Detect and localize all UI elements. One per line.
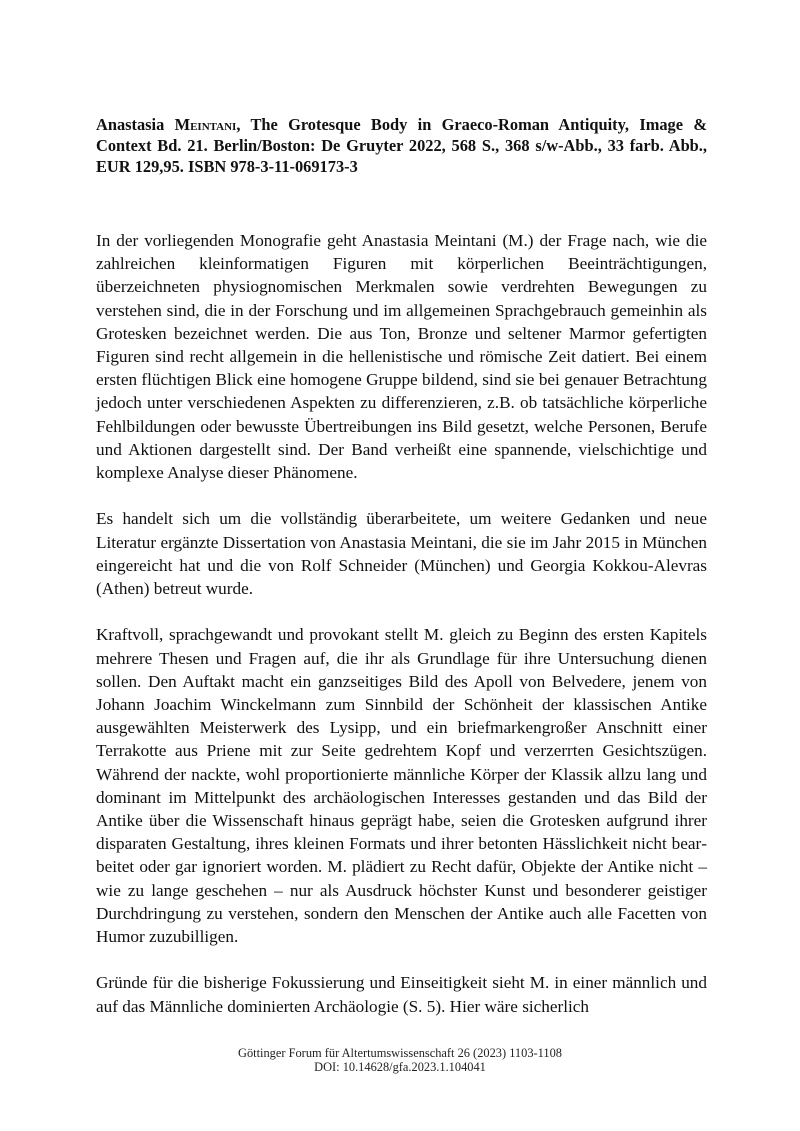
review-page: [96, 114, 707, 1041]
paragraph: In der vorliegenden Monografie geht Anastasia Meintani (M.) der Frage nach, wie die zahlreichen kleinformatigen Figuren mit körperlichen Beeinträchtigungen, überzeichneten physiognomischen Merkmalen sowie verdrehten Bewegungen zu verstehen sind, die in der Forschung und im allgemeinen Sprachgebrauch gemeinhin als Grotesken bezeichnet werden. Die aus Ton, Bronze und seltener Marmor gefertigten Figuren sind recht allgemein in die hellenistische und römische Zeit datiert. Bei einem ersten flüchtigen Blick eine homogene Gruppe bildend, sind sie bei genauer Betrachtung jedoch unter verschiedenen Aspekten zu differenzieren, z.B. ob tatsächliche körperliche Fehlbildungen oder bewusste Übertreibungen ins Bild gesetzt, welche Personen, Berufe und Aktionen dargestellt sind. Der Band verheißt eine spannende, vielschichtige und komplexe Analyse dieser Phänomene.: [96, 231, 707, 483]
paragraph: Gründe für die bisherige Fokussierung und Einseitigkeit sieht M. in einer männlich und auf das Männliche dominierten Archäologie (S. 5). Hier wäre sicherlich: [96, 973, 707, 1016]
review-body: [96, 229, 707, 1018]
review-heading: [96, 114, 707, 177]
footer-journal: Göttinger Forum für Altertumswissenschaft 26 (2023) 1103-1108: [238, 1046, 562, 1060]
author-last-name: Meintani: [174, 115, 237, 134]
book-citation: , The Grotesque Body in Graeco-Roman Antiquity, Image & Context Bd. 21. Berlin/Boston: De Gruyter 2022, 568 S., 368 s/w-Abb., 33 farb. Abb., EUR 129,95. ISBN 978-3-11-069173-3: [96, 115, 707, 176]
paragraph: Es handelt sich um die vollständig überarbeitete, um weitere Gedanken und neue Literatur ergänzte Dissertation von Anastasia Meintani, die sie im Jahr 2015 in München eingereicht hat und die von Rolf Schneider (München) und Georgia Kokkou-Alevras (Athen) betreut wurde.: [96, 509, 707, 599]
author-first-name: Anastasia: [96, 115, 175, 134]
page-footer: [0, 1046, 800, 1074]
paragraph: Kraftvoll, sprachgewandt und provokant stellt M. gleich zu Beginn des ersten Kapitels mehrere Thesen und Fragen auf, die ihr als Grundlage für ihre Untersuchung dienen sollen. Den Auftakt macht ein ganzseitiges Bild des Apoll von Belvedere, jenem von Johann Joachim Winckelmann zum Sinnbild der Schönheit der klassischen Antike ausgewählten Meisterwerk des Lysipp, und ein briefmarkengroßer Anschnitt einer Terrakotte aus Priene mit zur Seite gedrehtem Kopf und verzerrten Gesichtszügen. Während der nackte, wohl proportionierte männliche Körper der Klassik allzu lang und dominant im Mittelpunkt des archäologischen Interesses gestanden und das Bild der Antike über die Wissenschaft hinaus geprägt habe, seien die Grotesken aufgrund ihrer disparaten Gestaltung, ihres kleinen Formats und ihrer betonten Hässlichkeit nicht bearbeitet oder gar ignoriert worden. M. plädiert zu Recht dafür, Objekte der Antike nicht – wie zu lange geschehen – nur als Ausdruck höchster Kunst und besonderer geistiger Durchdringung zu verstehen, sondern den Menschen der Antike auch alle Facetten von Humor zuzubilligen.: [96, 625, 707, 947]
footer-doi: DOI: 10.14628/gfa.2023.1.104041: [314, 1060, 486, 1074]
